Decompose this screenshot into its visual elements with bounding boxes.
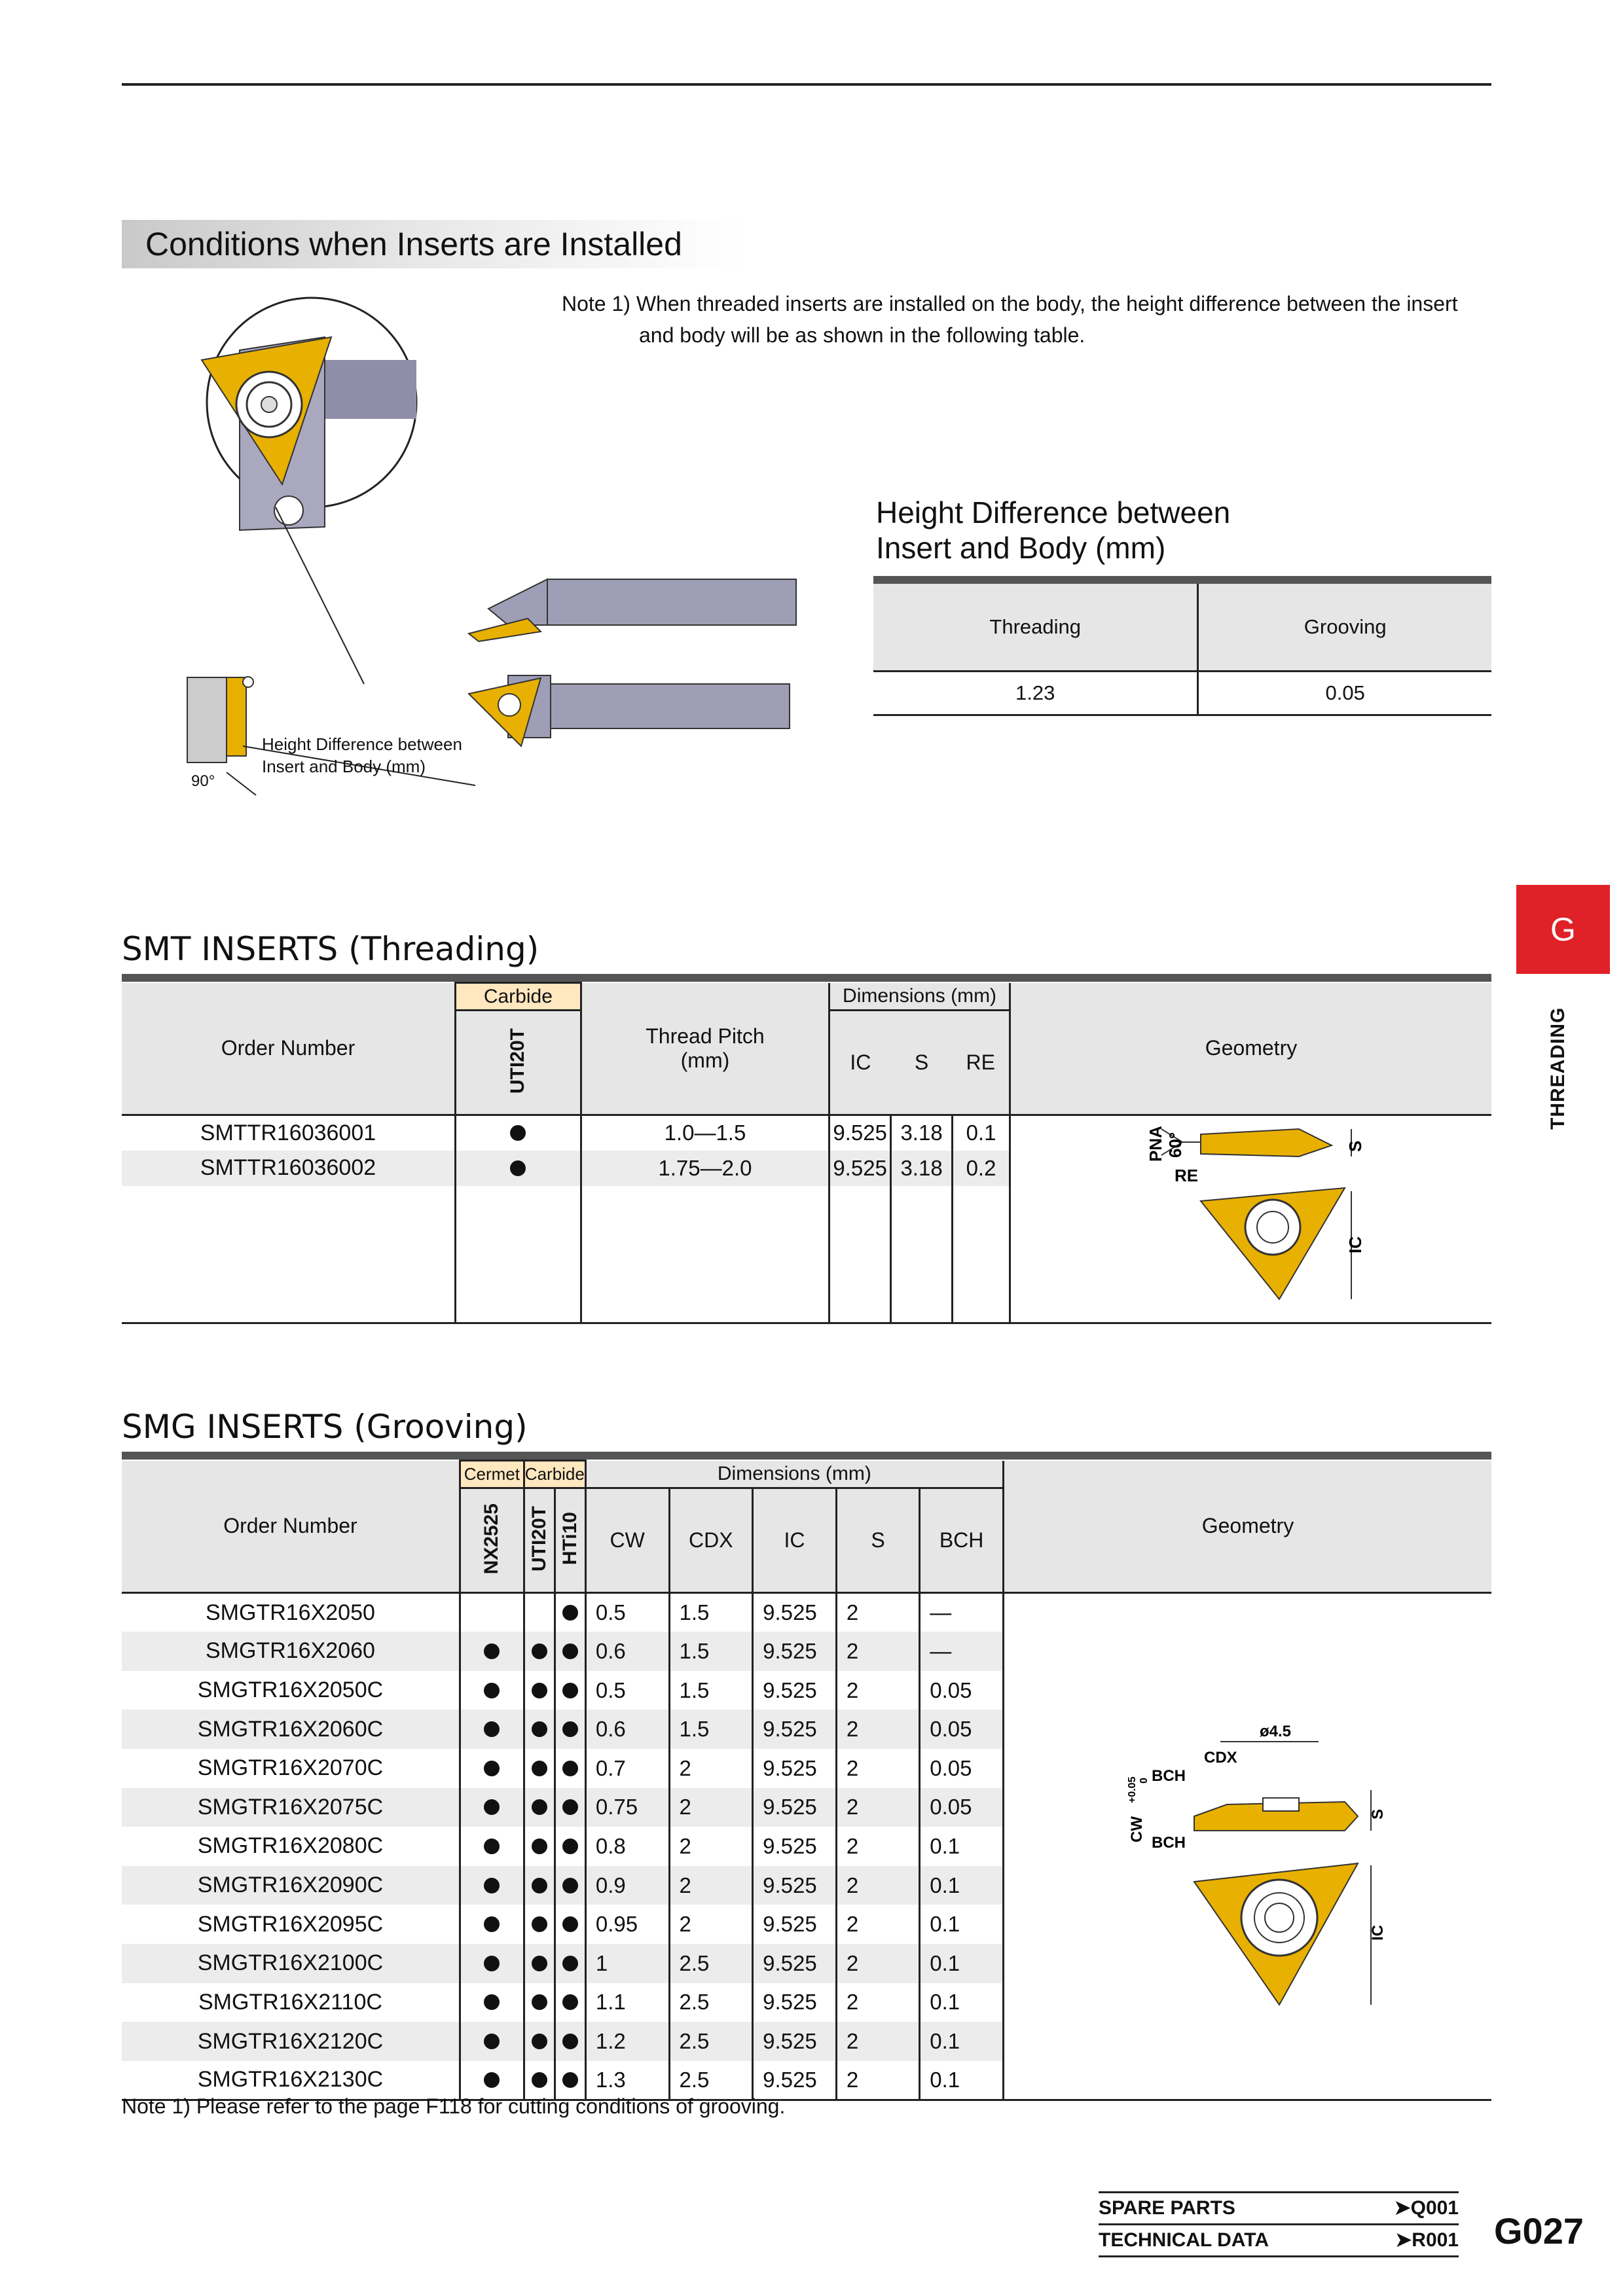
smg-title-bar: [122, 1452, 1491, 1460]
smg-grade-uti20t-mark: [524, 1788, 555, 1827]
smg-order-number: SMGTR16X2110C: [198, 1989, 382, 2015]
smg-header-s: S: [836, 1488, 919, 1593]
smg-rows: [122, 1593, 1491, 2100]
smg-order-number: SMGTR16X2060C: [122, 1710, 460, 1749]
smg-bch: 0.05: [920, 1710, 1004, 1749]
footer-link-ref: ➤Q001: [1394, 2197, 1459, 2219]
smg-table: [122, 1460, 1491, 2101]
header-grooving: Grooving: [1198, 580, 1491, 672]
height-title-line1: Height Difference between: [876, 495, 1231, 529]
smg-bch: 0.05: [920, 1749, 1004, 1788]
smg-cdx: 1.5: [669, 1671, 753, 1710]
smg-grade-uti20t-mark: [524, 1671, 555, 1710]
height-difference-table: [873, 576, 1491, 716]
smt-header-ic: IC: [830, 1011, 891, 1115]
smg-ic: 9.525: [753, 1671, 837, 1710]
smg-order-number: SMGTR16X2075C: [122, 1788, 460, 1827]
smt-header-order: Order Number: [122, 983, 455, 1115]
height-title-line2: Insert and Body (mm): [876, 531, 1166, 565]
smg-s: 2: [836, 1866, 919, 1905]
footer-link-label: SPARE PARTS: [1099, 2197, 1235, 2219]
smg-cw: 1.2: [585, 2022, 669, 2061]
smt-s: 3.18: [891, 1115, 953, 1151]
smg-cw: 1.1: [585, 1983, 669, 2022]
smg-cdx: 2: [669, 1749, 753, 1788]
smt-geo-ic: IC: [1345, 1236, 1365, 1253]
smg-grade-nx2525-mark: [460, 1983, 524, 2022]
smt-s: 3.18: [891, 1151, 953, 1186]
smt-grade-cell: [455, 1011, 581, 1115]
smg-grade-nx2525-mark: [460, 1632, 524, 1671]
smt-ic: 9.525: [830, 1115, 891, 1151]
smg-bch: 0.1: [920, 2061, 1004, 2100]
value-threading: 1.23: [873, 672, 1198, 715]
smg-grade-hti10-mark: [555, 1749, 585, 1788]
smg-title: SMG INSERTS (Grooving): [122, 1408, 528, 1446]
smg-grade-hti10-mark: [555, 1827, 585, 1866]
smg-grade-uti20t-mark: [524, 2022, 555, 2061]
smg-order-number: SMGTR16X2120C: [122, 2022, 460, 2061]
smt-geometry-drawing: [1011, 1116, 1491, 1319]
smg-s: 2: [836, 1983, 919, 2022]
smt-pitch: 1.75—2.0: [581, 1151, 829, 1186]
smg-cw: 0.6: [585, 1632, 669, 1671]
smg-s: 2: [836, 2061, 919, 2100]
threading-side-text: THREADING: [1547, 1007, 1569, 1130]
smg-grade-nx2525-mark: [460, 1944, 524, 1983]
smg-grade-nx2525-mark: [460, 1749, 524, 1788]
smt-order-number: SMTTR16036001: [200, 1120, 376, 1145]
smg-grade-uti20t-mark: [524, 1749, 555, 1788]
smg-cdx: 2: [669, 1827, 753, 1866]
smg-header-geometry: Geometry: [1003, 1461, 1491, 1593]
smg-grade-nx2525-mark: [460, 1905, 524, 1944]
smg-cw: 0.7: [585, 1749, 669, 1788]
smg-cdx: 1.5: [669, 1710, 753, 1749]
smg-ic: 9.525: [753, 1788, 837, 1827]
smg-bch: 0.05: [920, 1671, 1004, 1710]
smg-geo-ic: IC: [1368, 1925, 1387, 1941]
smg-bch: —: [920, 1593, 1004, 1632]
smt-geo-re: RE: [1174, 1166, 1199, 1185]
smg-s: 2: [836, 1632, 919, 1671]
smt-title: SMT INSERTS (Threading): [122, 930, 539, 968]
smg-bch: 0.1: [920, 1944, 1004, 1983]
smg-geometry-cell: [1003, 1593, 1491, 2100]
smg-geo-cw-tol-upper: +0.05: [1126, 1776, 1138, 1803]
footer-link-technical-data[interactable]: [1099, 2223, 1459, 2257]
smt-order-number: SMTTR16036002: [122, 1151, 455, 1186]
smg-order-number: SMGTR16X2095C: [197, 1911, 384, 1937]
footer-link-ref: ➤R001: [1395, 2229, 1459, 2251]
smg-geo-s: S: [1368, 1808, 1387, 1820]
conditions-title: Conditions when Inserts are Installed: [122, 220, 744, 268]
smg-order-number: SMGTR16X2130C: [197, 2067, 384, 2092]
smg-grade-nx2525-cell: [460, 1488, 524, 1593]
smg-ic: 9.525: [753, 1983, 837, 2022]
smg-header-carbide: Carbide: [524, 1461, 585, 1488]
smg-grade-hti10-mark: [555, 1788, 585, 1827]
smg-grade-nx2525-mark: [460, 2022, 524, 2061]
smg-grade-uti20t: UTI20T: [528, 1505, 550, 1572]
smg-header-cermet: Cermet: [460, 1461, 524, 1488]
smt-geo-s: S: [1345, 1140, 1365, 1152]
smg-header-order: Order Number: [122, 1461, 460, 1593]
smt-header-re: RE: [953, 1011, 1010, 1115]
footer-link-spare-parts[interactable]: [1099, 2191, 1459, 2223]
smt-geometry-cell: [1010, 1115, 1491, 1323]
smg-cdx: 1.5: [669, 1632, 753, 1671]
illustration-angle: 90°: [191, 772, 215, 790]
smg-header-ic: IC: [753, 1488, 837, 1593]
illustration-label-line1: Height Difference between: [262, 734, 462, 754]
smg-grade-nx2525-mark: [460, 1788, 524, 1827]
smg-cw: 1: [585, 1944, 669, 1983]
empty-cell: [122, 1186, 455, 1323]
smg-header-bch: BCH: [920, 1488, 1004, 1593]
value-grooving: 0.05: [1198, 672, 1491, 715]
smg-grade-uti20t-cell: [524, 1488, 555, 1593]
smt-grade-dot: [455, 1151, 581, 1186]
smg-cw: 0.5: [585, 1671, 669, 1710]
smg-grade-nx2525-mark: [460, 1671, 524, 1710]
smt-re: 0.2: [953, 1151, 1010, 1186]
conditions-note-line1: Note 1) When threaded inserts are installed on the body, the height difference between the insert: [562, 292, 1458, 315]
smg-geo-cw: CW: [1127, 1816, 1146, 1842]
smt-title-bar: [122, 974, 1491, 982]
smg-cw: 0.95: [585, 1905, 669, 1944]
smt-header-carbide: Carbide: [455, 983, 581, 1011]
smg-grade-uti20t-mark: [524, 1710, 555, 1749]
smt-header-geometry: Geometry: [1010, 983, 1491, 1115]
smt-grade-uti20t: UTI20T: [507, 1028, 529, 1094]
smg-ic: 9.525: [753, 1905, 837, 1944]
smg-order-number: SMGTR16X2050C: [197, 1677, 384, 1703]
smg-grade-hti10-mark: [555, 1944, 585, 1983]
smg-order-number: SMGTR16X2050: [205, 1600, 375, 1625]
smg-ic: 9.525: [753, 1866, 837, 1905]
smg-cw: 0.5: [585, 1593, 669, 1632]
smg-bch: —: [920, 1632, 1004, 1671]
smg-ic: 9.525: [753, 1710, 837, 1749]
smg-s: 2: [836, 1593, 919, 1632]
illustration-label: [262, 733, 462, 778]
smg-cdx: 2: [669, 1905, 753, 1944]
smg-cdx: 2.5: [669, 1944, 753, 1983]
smg-grade-uti20t-mark: [524, 1944, 555, 1983]
smg-cdx: 2.5: [669, 2022, 753, 2061]
section-tab: G: [1516, 885, 1610, 974]
smg-cw: 0.8: [585, 1827, 669, 1866]
smt-geo-angle: 60°: [1165, 1132, 1185, 1158]
smg-grade-hti10-mark: [555, 1671, 585, 1710]
smg-geo-cdx: CDX: [1203, 1749, 1237, 1767]
smt-header-dimensions: Dimensions (mm): [830, 983, 1010, 1011]
smg-geo-dia: ø4.5: [1259, 1723, 1291, 1740]
smg-cdx: 2: [669, 1866, 753, 1905]
smg-grade-hti10-mark: [555, 2022, 585, 2061]
smg-bch: 0.1: [920, 1827, 1004, 1866]
smg-ic: 9.525: [753, 2022, 837, 2061]
smg-geo-cw-tol-lower: 0: [1138, 1778, 1150, 1784]
empty-cell: [830, 1186, 891, 1323]
smg-grade-uti20t-mark: [524, 1866, 555, 1905]
smg-ic: 9.525: [753, 1632, 837, 1671]
smg-header-cdx: CDX: [669, 1488, 753, 1593]
smg-header-cw: CW: [585, 1488, 669, 1593]
smg-ic: 9.525: [753, 2061, 837, 2100]
smg-grade-hti10-mark: [555, 1710, 585, 1749]
smg-grade-hti10-cell: [555, 1488, 585, 1593]
height-difference-title: [876, 495, 1230, 565]
smt-pitch: 1.0—1.5: [581, 1115, 829, 1151]
smg-grade-nx2525-mark: [460, 1866, 524, 1905]
empty-cell: [581, 1186, 829, 1323]
smg-bch: 0.1: [920, 1905, 1004, 1944]
smg-order-number: SMGTR16X2070C: [197, 1755, 384, 1781]
smt-grade-dot: [455, 1115, 581, 1151]
smg-geo-bch-bottom: BCH: [1151, 1834, 1186, 1852]
smg-grade-hti10-mark: [555, 1593, 585, 1632]
smg-note: Note 1) Please refer to the page F118 for cutting conditions of grooving.: [122, 2094, 786, 2118]
smg-grade-uti20t-mark: [524, 1827, 555, 1866]
empty-cell: [891, 1186, 953, 1323]
smg-s: 2: [836, 1671, 919, 1710]
smt-ic: 9.525: [830, 1151, 891, 1186]
smg-s: 2: [836, 1749, 919, 1788]
smg-cw: 0.75: [585, 1788, 669, 1827]
empty-cell: [455, 1186, 581, 1323]
smg-grade-hti10-mark: [555, 1632, 585, 1671]
smg-order-number: SMGTR16X2080C: [197, 1833, 384, 1859]
illustration-label-line2: Insert and Body (mm): [262, 757, 426, 776]
smg-geo-bch-top: BCH: [1151, 1767, 1186, 1785]
insert-installation-illustration: [122, 288, 803, 818]
smg-ic: 9.525: [753, 1749, 837, 1788]
smg-s: 2: [836, 1905, 919, 1944]
smg-s: 2: [836, 1827, 919, 1866]
smg-order-number: SMGTR16X2090C: [122, 1866, 460, 1905]
smg-cw: 0.6: [585, 1710, 669, 1749]
smg-grade-hti10: HTi10: [558, 1512, 581, 1566]
height-table-header: [873, 580, 1491, 672]
top-rule: [122, 83, 1491, 86]
empty-cell: [953, 1186, 1010, 1323]
smg-grade-nx2525-mark: [460, 1593, 524, 1632]
smg-grade-nx2525-mark: [460, 1710, 524, 1749]
table-row: [122, 1115, 1491, 1151]
smg-grade-hti10-mark: [555, 1866, 585, 1905]
smg-bch: 0.05: [920, 1788, 1004, 1827]
smg-grade-uti20t-mark: [524, 1983, 555, 2022]
page-number: G027: [1494, 2210, 1584, 2251]
smg-grade-hti10-mark: [555, 1905, 585, 1944]
smg-cdx: 2: [669, 1788, 753, 1827]
smg-cdx: 2.5: [669, 2061, 753, 2100]
smg-grade-uti20t-mark: [524, 1632, 555, 1671]
smg-grade-nx2525: NX2525: [481, 1503, 503, 1575]
smg-cdx: 2.5: [669, 1983, 753, 2022]
footer-links: [1099, 2191, 1459, 2257]
smg-s: 2: [836, 1710, 919, 1749]
smg-grade-hti10-mark: [555, 1983, 585, 2022]
smt-pitch-line2: (mm): [680, 1048, 730, 1072]
smg-cw: 0.9: [585, 1866, 669, 1905]
smg-cw: 1.3: [585, 2061, 669, 2100]
smt-header-pitch: [581, 983, 829, 1115]
smg-bch: 0.1: [920, 1983, 1004, 2022]
smg-ic: 9.525: [753, 1827, 837, 1866]
smt-re: 0.1: [953, 1115, 1010, 1151]
height-table-values: [873, 672, 1491, 715]
smg-grade-uti20t-mark: [524, 1905, 555, 1944]
smg-ic: 9.525: [753, 1593, 837, 1632]
smg-bch: 0.1: [920, 1866, 1004, 1905]
smg-geometry-drawing: [1004, 1594, 1491, 2096]
table-row: [122, 1593, 1491, 1632]
smg-ic: 9.525: [753, 1944, 837, 1983]
smg-s: 2: [836, 1944, 919, 1983]
smg-header-dimensions: Dimensions (mm): [585, 1461, 1003, 1488]
smt-table: [122, 982, 1491, 1324]
smt-geo-pna: PNA: [1145, 1126, 1165, 1162]
smg-s: 2: [836, 1788, 919, 1827]
smg-order-number: SMGTR16X2060: [122, 1632, 460, 1671]
smg-cdx: 1.5: [669, 1593, 753, 1632]
smg-order-number: SMGTR16X2100C: [122, 1944, 460, 1983]
smt-pitch-line1: Thread Pitch: [646, 1024, 765, 1048]
smg-bch: 0.1: [920, 2022, 1004, 2061]
smt-header-s: S: [891, 1011, 953, 1115]
conditions-note-line2: and body will be as shown in the following table.: [639, 323, 1085, 347]
header-threading: Threading: [873, 580, 1198, 672]
smg-grade-nx2525-mark: [460, 1827, 524, 1866]
smg-grade-uti20t-mark: [524, 1593, 555, 1632]
smg-s: 2: [836, 2022, 919, 2061]
footer-link-label: TECHNICAL DATA: [1099, 2229, 1269, 2251]
section-side-label: [1543, 982, 1582, 1132]
